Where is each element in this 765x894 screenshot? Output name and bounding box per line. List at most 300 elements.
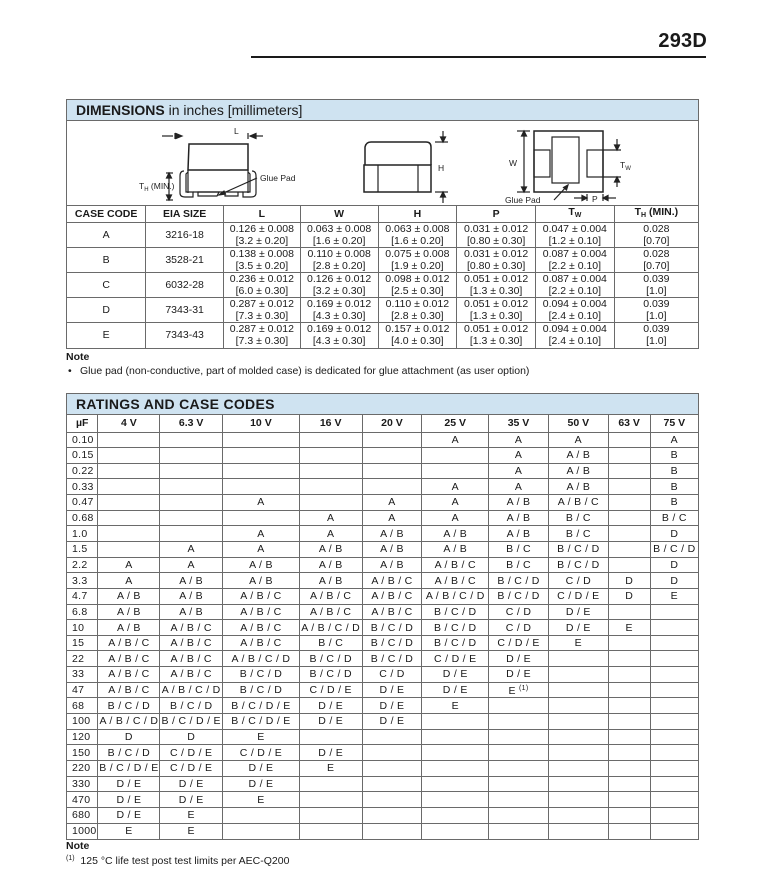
dimensions-row-a bbox=[67, 223, 698, 248]
case-code-cell: A / B bbox=[548, 448, 608, 464]
case-code-cell: C / D bbox=[362, 667, 422, 683]
case-code-cell: A bbox=[548, 432, 608, 448]
capacitance-cell: 6.8 bbox=[67, 604, 98, 620]
case-code-cell: A bbox=[422, 479, 489, 495]
case-code-cell: D bbox=[67, 298, 146, 323]
case-code-cell bbox=[160, 526, 223, 542]
case-code-cell bbox=[362, 745, 422, 761]
case-code-cell: B / C / D bbox=[98, 745, 160, 761]
case-code-cell: D / E bbox=[299, 714, 362, 730]
dimensions-units: in inches [millimeters] bbox=[164, 102, 303, 118]
case-code-cell: D / E bbox=[362, 682, 422, 698]
col-voltage: 25 V bbox=[422, 415, 489, 432]
case-code-cell bbox=[489, 823, 549, 839]
case-code-cell: A / B / C bbox=[160, 651, 223, 667]
case-code-cell: D / E bbox=[422, 667, 489, 683]
case-code-cell: A / B bbox=[98, 604, 160, 620]
case-code-cell: D bbox=[608, 588, 650, 604]
case-code-cell bbox=[608, 541, 650, 557]
case-code-cell: B bbox=[650, 448, 698, 464]
case-code-cell bbox=[223, 479, 300, 495]
case-code-cell bbox=[548, 729, 608, 745]
ratings-header: RATINGS AND CASE CODES bbox=[67, 394, 698, 415]
case-code-cell bbox=[608, 698, 650, 714]
case-code-cell bbox=[98, 541, 160, 557]
case-code-cell: A bbox=[489, 463, 549, 479]
case-code-cell bbox=[160, 432, 223, 448]
label-length: L bbox=[234, 126, 239, 136]
case-code-cell bbox=[650, 760, 698, 776]
case-code-cell: D bbox=[650, 557, 698, 573]
case-code-cell bbox=[489, 776, 549, 792]
case-code-cell: B / C / D bbox=[362, 620, 422, 636]
case-code-cell bbox=[299, 495, 362, 511]
ratings-table bbox=[67, 415, 698, 839]
case-code-cell bbox=[422, 745, 489, 761]
case-code-cell: A / B / C / D bbox=[99, 715, 159, 728]
case-code-cell: A bbox=[650, 432, 698, 448]
eia-size-cell: 3528-21 bbox=[146, 248, 224, 273]
case-code-cell bbox=[608, 635, 650, 651]
case-code-cell: B bbox=[67, 248, 146, 273]
case-code-cell bbox=[608, 432, 650, 448]
case-code-cell bbox=[608, 557, 650, 573]
dimensions-row-b bbox=[67, 248, 698, 273]
case-code-cell bbox=[299, 776, 362, 792]
capacitance-cell: 15 bbox=[67, 635, 98, 651]
case-code-cell: D / E bbox=[362, 698, 422, 714]
capacitance-cell: 470 bbox=[67, 792, 98, 808]
dimensions-header-row bbox=[67, 206, 698, 223]
case-code-cell bbox=[608, 479, 650, 495]
case-code-cell bbox=[160, 448, 223, 464]
capacitance-cell: 100 bbox=[67, 714, 98, 730]
case-code-cell: A bbox=[98, 557, 160, 573]
case-code-cell bbox=[608, 463, 650, 479]
l-cell: 0.126 ± 0.008 [3.2 ± 0.20] bbox=[224, 223, 301, 248]
dimensions-row-d bbox=[67, 298, 698, 323]
capacitance-cell: 0.33 bbox=[67, 479, 98, 495]
case-code-cell: C / D / E bbox=[299, 682, 362, 698]
case-code-cell bbox=[650, 792, 698, 808]
case-code-cell: D / E bbox=[299, 745, 362, 761]
case-code-cell: B / C / D bbox=[223, 682, 300, 698]
case-code-cell bbox=[160, 463, 223, 479]
case-code-cell: D / E bbox=[223, 776, 300, 792]
col-eia-size: EIA SIZE bbox=[146, 206, 224, 223]
case-code-cell: B / C / D bbox=[489, 588, 549, 604]
case-code-cell bbox=[548, 667, 608, 683]
case-code-cell bbox=[160, 495, 223, 511]
case-code-cell bbox=[608, 714, 650, 730]
case-code-cell: D / E bbox=[98, 776, 160, 792]
col-voltage: 75 V bbox=[650, 415, 698, 432]
case-code-cell bbox=[98, 463, 160, 479]
capacitance-cell: 47 bbox=[67, 682, 98, 698]
case-code-cell: A / B / C bbox=[422, 557, 489, 573]
case-code-cell bbox=[650, 635, 698, 651]
case-code-cell: B / C / D bbox=[362, 635, 422, 651]
ratings-row bbox=[67, 557, 698, 573]
case-code-cell: A / B / C bbox=[160, 635, 223, 651]
ratings-row bbox=[67, 792, 698, 808]
case-code-cell bbox=[362, 823, 422, 839]
case-code-cell: A / B bbox=[98, 588, 160, 604]
capacitance-cell: 150 bbox=[67, 745, 98, 761]
case-code-cell: B / C bbox=[650, 510, 698, 526]
case-code-cell bbox=[223, 510, 300, 526]
case-code-cell bbox=[608, 448, 650, 464]
case-code-cell bbox=[548, 651, 608, 667]
ratings-row bbox=[67, 667, 698, 683]
dimensions-title: DIMENSIONS bbox=[76, 102, 165, 118]
capacitance-cell: 680 bbox=[67, 807, 98, 823]
col-length: L bbox=[224, 206, 301, 223]
h-cell: 0.157 ± 0.012 [4.0 ± 0.30] bbox=[378, 323, 457, 348]
ratings-header-row bbox=[67, 415, 698, 432]
case-code-cell: B / C / D bbox=[548, 541, 608, 557]
case-code-cell bbox=[299, 792, 362, 808]
case-code-cell: A / B / C bbox=[223, 635, 300, 651]
case-code-cell: A / B / C bbox=[98, 667, 160, 683]
case-code-cell: E $^{(1)}$ bbox=[489, 682, 549, 698]
case-code-cell: A / B / C bbox=[299, 588, 362, 604]
case-code-cell bbox=[299, 448, 362, 464]
label-glue-pad-side: Glue Pad bbox=[260, 173, 296, 183]
case-code-cell: A / B bbox=[422, 541, 489, 557]
case-code-cell: A / B bbox=[422, 526, 489, 542]
capacitance-cell: 1.5 bbox=[67, 541, 98, 557]
case-code-cell bbox=[422, 823, 489, 839]
case-code-cell: A / B bbox=[160, 588, 223, 604]
case-code-cell: B / C / D bbox=[422, 635, 489, 651]
ratings-row bbox=[67, 682, 698, 698]
case-code-cell bbox=[98, 495, 160, 511]
w-cell: 0.169 ± 0.012 [4.3 ± 0.30] bbox=[300, 298, 378, 323]
capacitance-cell: 1.0 bbox=[67, 526, 98, 542]
case-code-cell: D bbox=[650, 526, 698, 542]
dimensions-row-e bbox=[67, 323, 698, 348]
case-code-cell: C / D bbox=[489, 620, 549, 636]
case-code-cell bbox=[608, 776, 650, 792]
case-code-cell bbox=[489, 698, 549, 714]
col-voltage: 63 V bbox=[608, 415, 650, 432]
case-code-cell: B / C / D bbox=[223, 667, 300, 683]
col-terminal-height: $T_H$ (MIN.) bbox=[614, 206, 698, 223]
case-code-cell: B / C / D bbox=[650, 541, 698, 557]
l-cell: 0.236 ± 0.012 [6.0 ± 0.30] bbox=[224, 273, 301, 298]
case-code-cell: D / E bbox=[299, 698, 362, 714]
h-cell: 0.063 ± 0.008 [1.6 ± 0.20] bbox=[378, 223, 457, 248]
case-code-cell: D bbox=[98, 729, 160, 745]
case-code-cell: A / B bbox=[160, 604, 223, 620]
case-code-cell: A bbox=[223, 526, 300, 542]
case-code-cell: A / B bbox=[98, 620, 160, 636]
case-code-cell: C bbox=[67, 273, 146, 298]
case-code-cell: E bbox=[223, 729, 300, 745]
case-code-cell: A / B / C bbox=[548, 495, 608, 511]
label-terminal-width: $T_W$ bbox=[620, 160, 631, 172]
ratings-row bbox=[67, 651, 698, 667]
case-code-cell: B / C / D / E bbox=[161, 715, 221, 728]
case-code-cell bbox=[489, 729, 549, 745]
case-code-cell bbox=[223, 823, 300, 839]
case-code-cell bbox=[608, 729, 650, 745]
col-voltage: 35 V bbox=[489, 415, 549, 432]
case-code-cell: D / E bbox=[489, 667, 549, 683]
case-code-cell: A / B bbox=[223, 573, 300, 589]
l-cell: 0.287 ± 0.012 [7.3 ± 0.30] bbox=[224, 298, 301, 323]
label-glue-pad-bottom: Glue Pad bbox=[505, 195, 541, 205]
label-height: H bbox=[438, 163, 445, 173]
case-code-cell: B bbox=[650, 479, 698, 495]
case-code-cell: B / C bbox=[299, 635, 362, 651]
ratings-row bbox=[67, 714, 698, 730]
case-code-cell: D bbox=[160, 729, 223, 745]
ratings-row bbox=[67, 463, 698, 479]
case-code-cell bbox=[548, 792, 608, 808]
eia-size-cell: 7343-31 bbox=[146, 298, 224, 323]
col-width: W bbox=[300, 206, 378, 223]
case-code-cell bbox=[608, 682, 650, 698]
case-code-cell: A bbox=[362, 510, 422, 526]
case-code-cell: A / B bbox=[299, 541, 362, 557]
capacitance-cell: 0.15 bbox=[67, 448, 98, 464]
case-code-cell: B / C / D / E bbox=[223, 714, 300, 730]
case-code-cell bbox=[489, 792, 549, 808]
ratings-row bbox=[67, 620, 698, 636]
case-code-cell: A bbox=[299, 526, 362, 542]
case-code-cell bbox=[422, 807, 489, 823]
case-code-cell: A / B / C bbox=[223, 588, 300, 604]
ratings-row bbox=[67, 698, 698, 714]
th-cell: 0.039 [1.0] bbox=[614, 273, 698, 298]
case-code-cell bbox=[608, 651, 650, 667]
case-code-cell: B / C / D bbox=[299, 651, 362, 667]
case-code-cell: B bbox=[650, 495, 698, 511]
case-code-cell: E bbox=[299, 760, 362, 776]
capacitance-cell: 4.7 bbox=[67, 588, 98, 604]
capacitance-cell: 120 bbox=[67, 729, 98, 745]
case-code-cell: A / B bbox=[489, 495, 549, 511]
case-code-cell bbox=[608, 510, 650, 526]
ratings-row bbox=[67, 432, 698, 448]
case-code-cell bbox=[98, 479, 160, 495]
ratings-note-title: Note bbox=[66, 840, 90, 852]
ratings-row bbox=[67, 541, 698, 557]
case-code-cell bbox=[548, 714, 608, 730]
case-code-cell: B / C / D bbox=[422, 604, 489, 620]
case-code-cell bbox=[362, 448, 422, 464]
case-code-cell: A / B bbox=[160, 573, 223, 589]
case-code-cell: C / D / E bbox=[160, 760, 223, 776]
case-code-cell: A bbox=[489, 432, 549, 448]
case-code-cell bbox=[362, 792, 422, 808]
ratings-row bbox=[67, 823, 698, 839]
ratings-row bbox=[67, 776, 698, 792]
bullet-icon: • bbox=[68, 365, 72, 377]
capacitance-cell: 22 bbox=[67, 651, 98, 667]
capacitance-cell: 33 bbox=[67, 667, 98, 683]
case-code-cell bbox=[299, 479, 362, 495]
footnote-mark: (1) bbox=[66, 855, 75, 862]
col-voltage: 16 V bbox=[299, 415, 362, 432]
th-cell: 0.039 [1.0] bbox=[614, 298, 698, 323]
case-code-cell: E bbox=[160, 807, 223, 823]
case-code-cell: A bbox=[160, 541, 223, 557]
w-cell: 0.126 ± 0.012 [3.2 ± 0.30] bbox=[300, 273, 378, 298]
case-code-cell: B / C / D bbox=[422, 620, 489, 636]
case-code-cell bbox=[608, 792, 650, 808]
tw-cell: 0.087 ± 0.004 [2.2 ± 0.10] bbox=[535, 248, 614, 273]
ratings-row bbox=[67, 807, 698, 823]
case-code-cell bbox=[489, 807, 549, 823]
case-code-cell: D / E bbox=[548, 604, 608, 620]
capacitance-cell: 10 bbox=[67, 620, 98, 636]
case-code-cell bbox=[650, 776, 698, 792]
case-code-cell: A bbox=[223, 541, 300, 557]
case-code-cell: A / B bbox=[489, 526, 549, 542]
case-code-cell: D / E bbox=[422, 682, 489, 698]
case-code-cell bbox=[422, 792, 489, 808]
case-code-cell: A bbox=[362, 495, 422, 511]
case-code-cell: D bbox=[608, 573, 650, 589]
case-code-cell bbox=[608, 667, 650, 683]
case-code-cell: E bbox=[650, 588, 698, 604]
case-code-cell bbox=[489, 745, 549, 761]
case-code-cell bbox=[362, 479, 422, 495]
case-code-cell: A / B bbox=[299, 557, 362, 573]
case-code-cell bbox=[608, 807, 650, 823]
case-code-cell: A / B bbox=[223, 557, 300, 573]
w-cell: 0.110 ± 0.008 [2.8 ± 0.20] bbox=[300, 248, 378, 273]
case-code-cell bbox=[489, 714, 549, 730]
case-code-cell: A / B / C bbox=[362, 604, 422, 620]
case-code-cell: B / C / D / E bbox=[99, 762, 159, 775]
ratings-row bbox=[67, 448, 698, 464]
dimensions-figure bbox=[67, 121, 698, 206]
dimensions-note: • Glue pad (non-conductive, part of molded case) is dedicated for glue attachment (as user option) bbox=[68, 365, 530, 377]
case-code-cell bbox=[362, 760, 422, 776]
case-code-cell bbox=[650, 745, 698, 761]
capacitance-cell: 1000 bbox=[67, 823, 98, 839]
case-code-cell: A bbox=[98, 573, 160, 589]
case-code-cell bbox=[650, 823, 698, 839]
case-code-cell bbox=[299, 463, 362, 479]
tw-cell: 0.094 ± 0.004 [2.4 ± 0.10] bbox=[535, 298, 614, 323]
label-width: W bbox=[509, 158, 518, 168]
case-code-cell: C / D / E bbox=[223, 745, 300, 761]
case-code-cell bbox=[548, 823, 608, 839]
case-code-cell bbox=[548, 698, 608, 714]
ratings-row bbox=[67, 604, 698, 620]
case-code-cell bbox=[98, 510, 160, 526]
ratings-row bbox=[67, 526, 698, 542]
case-code-cell: B / C / D bbox=[362, 651, 422, 667]
case-code-cell: A / B / C bbox=[223, 604, 300, 620]
case-code-cell: A / B / C bbox=[422, 573, 489, 589]
p-cell: 0.031 ± 0.012 [0.80 ± 0.30] bbox=[457, 248, 536, 273]
dimensions-row-c bbox=[67, 273, 698, 298]
case-code-cell: A bbox=[299, 510, 362, 526]
case-code-cell bbox=[362, 776, 422, 792]
case-code-cell bbox=[650, 620, 698, 636]
ratings-row bbox=[67, 479, 698, 495]
case-code-cell: D / E bbox=[160, 792, 223, 808]
case-code-cell: E bbox=[608, 620, 650, 636]
eia-size-cell: 7343-43 bbox=[146, 323, 224, 348]
capacitance-cell: 0.10 bbox=[67, 432, 98, 448]
tw-cell: 0.087 ± 0.004 [2.2 ± 0.10] bbox=[535, 273, 614, 298]
case-code-cell: A / B / C bbox=[98, 682, 160, 698]
case-code-cell: E bbox=[548, 635, 608, 651]
col-height: H bbox=[378, 206, 457, 223]
case-code-cell bbox=[422, 448, 489, 464]
case-code-cell bbox=[548, 776, 608, 792]
case-code-cell bbox=[299, 807, 362, 823]
case-code-cell: B / C bbox=[548, 510, 608, 526]
case-code-cell: C / D / E bbox=[489, 635, 549, 651]
capacitor-outline-drawings bbox=[67, 121, 700, 206]
case-code-cell bbox=[608, 526, 650, 542]
case-code-cell: A / B bbox=[362, 541, 422, 557]
case-code-cell bbox=[299, 729, 362, 745]
case-code-cell: C / D bbox=[548, 573, 608, 589]
case-code-cell: E bbox=[223, 792, 300, 808]
case-code-cell bbox=[608, 760, 650, 776]
case-code-cell: C / D / E bbox=[548, 588, 608, 604]
case-code-cell: B / C bbox=[489, 541, 549, 557]
case-code-cell bbox=[98, 448, 160, 464]
case-code-cell bbox=[548, 682, 608, 698]
capacitance-cell: 330 bbox=[67, 776, 98, 792]
case-code-cell: E bbox=[67, 323, 146, 348]
dimensions-note-title: Note bbox=[66, 351, 90, 363]
case-code-cell bbox=[160, 479, 223, 495]
case-code-cell: A / B / C bbox=[98, 651, 160, 667]
case-code-cell: D / E bbox=[98, 792, 160, 808]
capacitance-cell: 0.68 bbox=[67, 510, 98, 526]
case-code-cell: A bbox=[67, 223, 146, 248]
footnote-mark: (1) bbox=[519, 685, 529, 693]
case-code-cell: E bbox=[422, 698, 489, 714]
case-code-cell bbox=[650, 651, 698, 667]
case-code-cell: A bbox=[422, 432, 489, 448]
case-code-cell bbox=[548, 745, 608, 761]
capacitance-cell: 220 bbox=[67, 760, 98, 776]
w-cell: 0.169 ± 0.012 [4.3 ± 0.30] bbox=[300, 323, 378, 348]
case-code-cell bbox=[160, 510, 223, 526]
label-terminal-height: $T_H$ (MIN.) bbox=[139, 181, 175, 193]
case-code-cell: A bbox=[422, 495, 489, 511]
case-code-cell: B / C / D bbox=[160, 698, 223, 714]
case-code-cell: B / C / D bbox=[489, 573, 549, 589]
case-code-cell: B / C bbox=[489, 557, 549, 573]
tw-cell: 0.094 ± 0.004 [2.4 ± 0.10] bbox=[535, 323, 614, 348]
part-number-title: 293D bbox=[658, 30, 707, 52]
capacitance-cell: 68 bbox=[67, 698, 98, 714]
case-code-cell: A bbox=[489, 448, 549, 464]
ratings-row bbox=[67, 745, 698, 761]
case-code-cell: D / E bbox=[489, 651, 549, 667]
ratings-row bbox=[67, 510, 698, 526]
case-code-cell bbox=[422, 760, 489, 776]
case-code-cell: B bbox=[650, 463, 698, 479]
case-code-cell bbox=[548, 760, 608, 776]
p-cell: 0.051 ± 0.012 [1.3 ± 0.30] bbox=[457, 298, 536, 323]
case-code-cell: B / C / D bbox=[98, 698, 160, 714]
case-code-cell: D / E bbox=[362, 714, 422, 730]
